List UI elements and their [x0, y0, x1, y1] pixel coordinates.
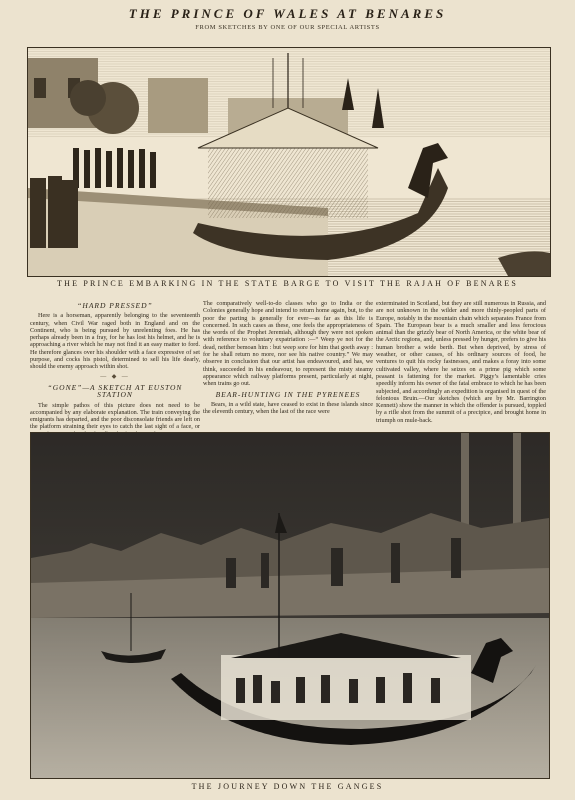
- ganges-journey-illustration: [30, 432, 550, 779]
- state-barge-engraving: [28, 48, 550, 276]
- article-body-bear-hunting: Bears, in a wild state, have ceased to exist in these islands since the eleventh century, when the last of the race were: [203, 400, 373, 416]
- column-middle: [203, 300, 373, 418]
- page-title: THE PRINCE OF WALES AT BENARES: [128, 6, 447, 21]
- article-heading-hard-pressed: “HARD PRESSED”: [77, 301, 153, 310]
- masthead: [0, 6, 575, 31]
- article-heading-bear-hunting: BEAR-HUNTING IN THE PYRENEES: [215, 389, 361, 399]
- article-heading-gone: “GONE”—A SKETCH AT EUSTON STATION: [47, 382, 183, 400]
- ganges-journey-engraving: [31, 433, 549, 778]
- article-body-hard-pressed: Here is a horseman, apparently belonging to the seventeenth century, when Civil War raged both in England and on the Continent, who is being pursued by unrelenting foes. He has perhaps already been in a fray, for he has lost his helmet, and he is approaching a river which he may not find it an easy matter to ford. He therefore glances over his shoulder with a face expressive of set purpose, and cocks his pistol, determined to sell his life dearly, should the enemy approach within shot.: [30, 312, 200, 371]
- bottom-illustration-caption: THE JOURNEY DOWN THE GANGES: [191, 782, 384, 791]
- article-body-gone: The simple pathos of this picture does not need to be accompanied by any elaborate explanation. The train conveying the emigrants has departed, and the poor disconsolate friends are left on the platform straining their eyes to catch the last sight of a face, or: [30, 401, 200, 431]
- state-barge-illustration: [27, 47, 551, 277]
- column-right: [376, 300, 546, 427]
- column-left: [30, 300, 200, 441]
- article-body-bear-hunting-continued: exterminated in Scotland, but they are still numerous in Russia, and are not unknown in the wilder and more thinly-peopled parts of Europe, notably in the mountain chain which separates France from Spain. The European bear is a much smaller and less ferocious animal than the grizzly bear of North America, or the white bear of the Arctic regions, and, unless pressed by hunger, prefers to give his human brother a wide berth. But when deprived, by stress of weather, or other causes, of his ordinary sources of food, he ventures to quit his rocky fastnesses, and makes a foray into some cultivated valley, where he seizes on a prime pig which some peasant is fattening for the market. Piggy’s lamentable cries speedily inform his owner of the fatal embrace to which he has been subjected, and accordingly an expedition is organised in quest of the felonious Bruin.—Our sketches (which are by Mr. Barrington Kennett) show the manner in which the offender is pursued, toppled by a rifle shot from the summit of a precipice, and brought home in triumph on mule-back.: [376, 300, 546, 424]
- article-body-gone-continued: The comparatively well-to-do classes who go to India or the Colonies generally hope and intend to return home again, but, to the poor the parting is generally for ever—as far as this life is concerned. In such cases as these, one feels the appropriateness of the words of the Prophet Jeremiah, although they were not spoken with reference to voluntary expatriation :—“ Weep ye not for the dead, neither bemoan him : but weep sore for him that goeth away : for he shall return no more, nor see his native country.” We may observe in conclusion that our artist has endeavoured, and has, we think, succeeded in his endeavour, to represent the misty steamy appearance which railway platforms present, particularly at night, when trains go out.: [203, 300, 373, 388]
- article-divider: — ◆ —: [100, 373, 130, 380]
- top-illustration-caption: THE PRINCE EMBARKING IN THE STATE BARGE TO VISIT THE RAJAH OF BENARES: [57, 279, 518, 288]
- page-subtitle: FROM SKETCHES BY ONE OF OUR SPECIAL ARTISTS: [195, 24, 380, 31]
